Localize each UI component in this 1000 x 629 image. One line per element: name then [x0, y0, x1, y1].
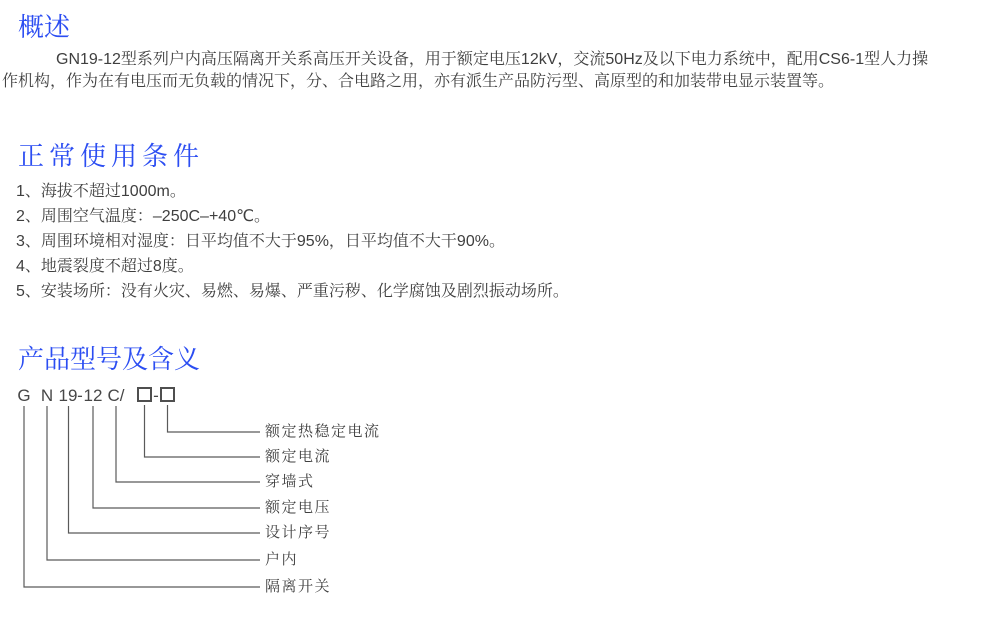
condition-item-2: 2、周围空气温度：–250C–+40℃。 [16, 208, 271, 225]
model-part-c: C/ [107, 386, 125, 405]
leader-line-wall-through [116, 406, 260, 482]
condition-item-3: 3、周围环境相对湿度：日平均值不大于95%，日平均值不大干90%。 [16, 233, 505, 250]
conditions-list [16, 179, 569, 304]
leader-line-rated-current [145, 405, 261, 457]
condition-item-4: 4、地震裂度不超过8度。 [16, 258, 194, 275]
model-label-disconnect-switch: 隔离开关 [265, 578, 332, 595]
section-heading-usage-conditions: 正常使用条件 [18, 141, 205, 171]
model-part-12: 12 [83, 386, 103, 405]
model-part-g: G [17, 386, 31, 405]
overview-paragraph [2, 49, 998, 92]
model-label-design-serial: 设计序号 [265, 524, 332, 541]
section-heading-overview: 概述 [18, 12, 71, 42]
model-diagram [0, 385, 560, 629]
model-label-rated-voltage: 额定电压 [265, 499, 332, 516]
model-hyphen-1: - [77, 386, 83, 405]
leader-line-indoor [47, 406, 260, 560]
model-label-rated-current: 额定电流 [265, 448, 332, 465]
model-part-n: N [40, 386, 54, 405]
condition-item-5: 5、安装场所：没有火灾、易燃、易爆、严重污秽、化学腐蚀及剧烈振动场所。 [16, 283, 569, 300]
model-label-rated-thermal-current: 额定热稳定电流 [265, 423, 381, 440]
model-label-wall-through: 穿墙式 [265, 473, 315, 490]
section-heading-model-meaning: 产品型号及含义 [18, 344, 201, 374]
leader-line-rated-thermal-current [168, 405, 261, 432]
condition-item-1: 1、海拔不超过1000m。 [16, 183, 186, 200]
leader-line-design-serial [69, 406, 261, 533]
overview-paragraph-line-2: 作机构，作为在有电压而无负载的情况下，分、合电路之用，亦有派生产品防污型、高原型的和加装带电显示装置等。 [2, 72, 835, 90]
overview-paragraph-line-1: GN19-12型系列户内高压隔离开关系高压开关设备，用于额定电压12kV，交流50Hz及以下电力系统中，配用CS6-1型人力操 [56, 51, 929, 68]
model-part-19: 19 [58, 386, 78, 405]
model-label-indoor: 户内 [265, 551, 299, 568]
model-hyphen-2: - [153, 386, 159, 405]
